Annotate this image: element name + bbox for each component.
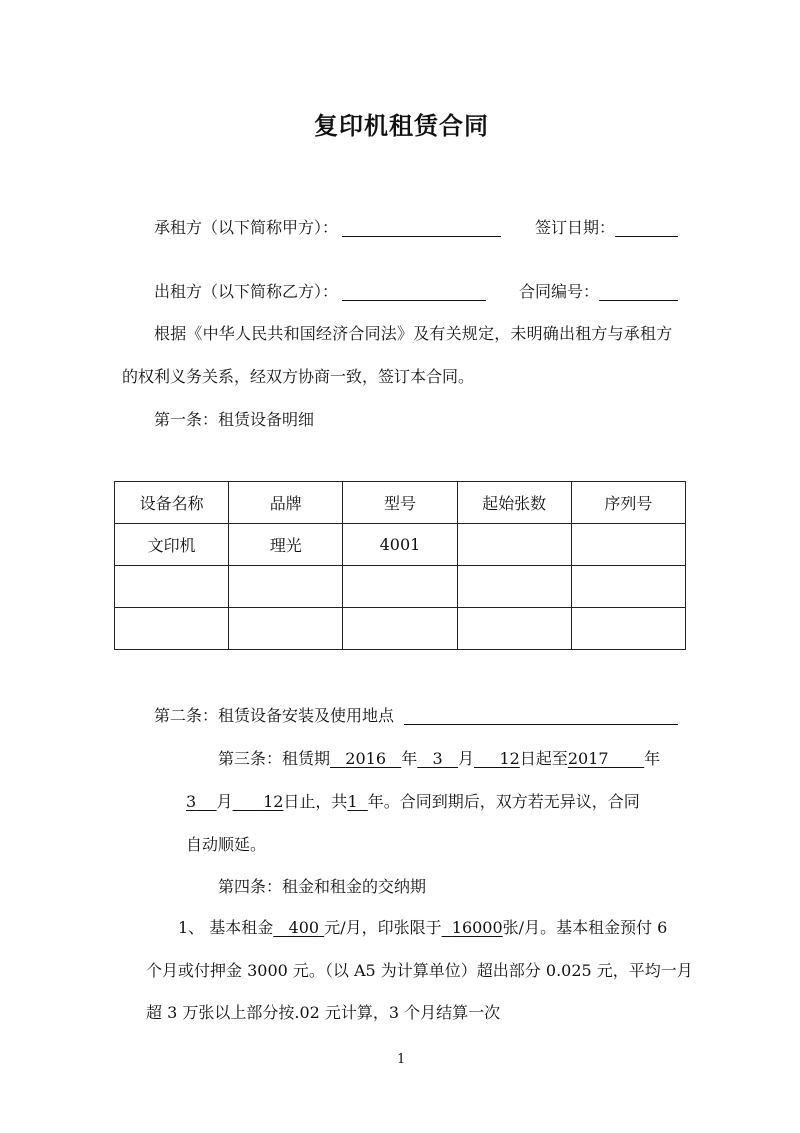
table-cell[interactable] [571,524,685,566]
sign-date-label: 签订日期： [535,218,616,237]
clause-1-line-1: 1、 基本租金 400 元/月，印张限于 16000张/月。基本租金预付 6 [178,918,668,937]
table-cell[interactable] [457,524,571,566]
lessee-label: 承租方（以下简称甲方）： [154,218,339,237]
table-cell[interactable] [229,566,343,608]
lessee-blank[interactable] [342,236,501,237]
start-month-field[interactable]: 3 [432,749,443,768]
end-day-field[interactable]: 12 [263,792,284,811]
start-year-field[interactable]: 2016 [345,749,386,768]
table-cell[interactable] [457,566,571,608]
table-cell[interactable] [229,608,343,650]
table-cell[interactable] [115,608,229,650]
table-cell[interactable] [115,566,229,608]
sign-date-blank[interactable] [615,236,678,237]
rent-field[interactable]: 400 [288,918,320,937]
article-3-line-3: 自动顺延。 [186,835,267,854]
table-cell[interactable] [571,608,685,650]
clause-1-line-2: 个月或付押金 3000 元。（以 A5 为计算单位）超出部分 0.025 元，平均一月 [146,961,693,980]
document-title: 复印机租赁合同 [314,111,489,140]
table-header-cell: 序列号 [571,482,685,524]
intro-line-2: 的权利义务关系，经双方协商一致，签订本合同。 [122,367,475,386]
lessor-label: 出租方（以下简称乙方）： [154,282,339,301]
table-cell[interactable] [571,566,685,608]
article-1-heading: 第一条：租赁设备明细 [154,410,315,429]
duration-field[interactable]: 1 [347,792,358,811]
lessor-blank[interactable] [342,300,486,301]
equipment-table [114,481,686,650]
sheets-field[interactable]: 16000 [451,918,503,937]
article-4-heading: 第四条：租金和租金的交纳期 [218,877,427,896]
table-cell[interactable] [343,566,457,608]
contract-no-blank[interactable] [599,300,678,301]
table-row [115,608,686,650]
table-cell[interactable]: 4001 [343,524,457,566]
location-blank[interactable] [404,724,678,725]
table-cell[interactable] [457,608,571,650]
article-3-line-1: 第三条：租赁期 2016 年 3 月 12日起至2017 年 [218,749,661,768]
article-3-lead: 第三条：租赁期 [218,749,331,768]
contract-no-label: 合同编号： [519,282,600,301]
start-day-field[interactable]: 12 [499,749,520,768]
table-cell[interactable]: 理光 [229,524,343,566]
article-3-line-2: 3 月 12日止，共1 年。合同到期后，双方若无异议，合同 [186,792,640,811]
table-row [115,524,686,566]
table-header-cell: 设备名称 [115,482,229,524]
table-header-row [115,482,686,524]
intro-line-1: 根据《中华人民共和国经济合同法》及有关规定，未明确出租方与承租方 [154,324,673,343]
table-header-cell: 型号 [343,482,457,524]
end-month-field[interactable]: 3 [186,792,197,811]
end-year-field[interactable]: 2017 [567,749,609,768]
table-header-cell: 品牌 [229,482,343,524]
clause-1-line-3: 超 3 万张以上部分按.02 元计算，3 个月结算一次 [146,1003,501,1022]
page-number: 1 [397,1052,406,1067]
table-header-cell: 起始张数 [457,482,571,524]
table-cell[interactable]: 文印机 [115,524,229,566]
table-cell[interactable] [343,608,457,650]
article-2-text: 第二条：租赁设备安装及使用地点 [154,706,395,725]
table-row [115,566,686,608]
